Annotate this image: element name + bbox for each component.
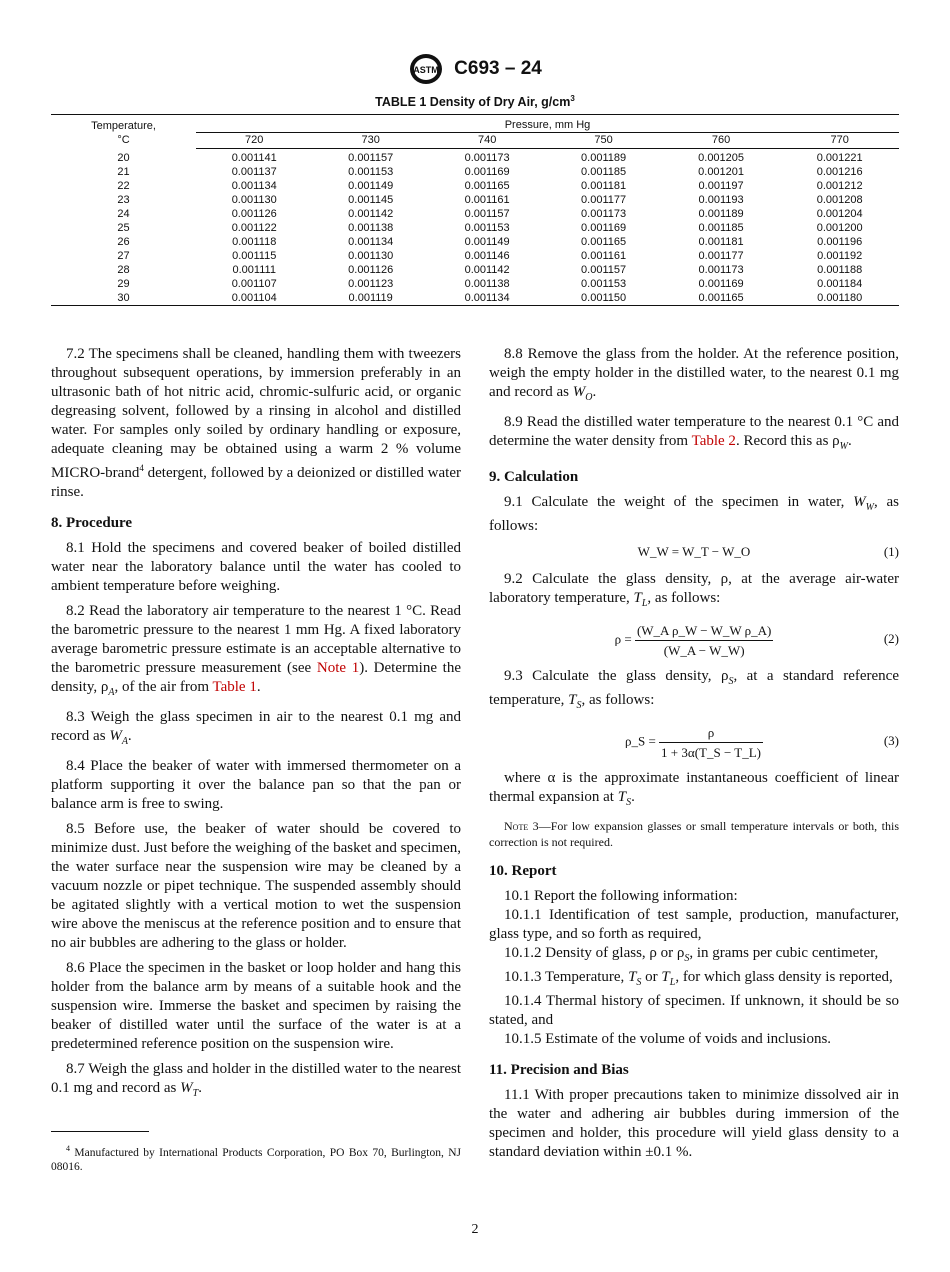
density-cell: 0.001118 [232,236,277,248]
temperature-cell: 27 [117,250,130,262]
footnote-rule [51,1131,149,1132]
density-cell: 0.001169 [581,222,627,234]
paragraph-8-1: 8.1 Hold the specimens and covered beaker of boiled distilled water near the laboratory balance until the water has cooled to ambient temperature before weighing. [51,540,461,594]
table-row [51,179,899,193]
density-table [51,114,899,306]
paragraph-10-1-4: 10.1.4 Thermal history of specimen. If unknown, it should be so stated, and [489,993,899,1028]
equation-3-lhs: ρ_S = [624,733,656,749]
paragraph-8-5: 8.5 Before use, the beaker of water should be covered to minimize dust. Just before the weighing of the basket and specimen, the water surface near the suspension wire may be cleaned by a vacuum nozzle or pipet technique. The suspended assembly should be agitated slightly with a vertical motion to wet the suspension wire above the meniscus at the reference position and to ensure that no air bubbles are adhering to the glass or holder. [51,821,461,951]
equation-2-denominator: (W_A − W_W) [663,643,745,658]
paragraph-8-3: 8.3 Weigh the glass specimen in air to the nearest 0.1 mg and record as $W_A$. [51,709,461,747]
density-cell: 0.001181 [581,180,627,192]
paragraph-where: where α is the approximate instantaneous coefficient of linear thermal expansion at $T_S$. [489,770,899,808]
footnote-4: $^4$ Manufactured by International Products Corporation, PO Box 70, Burlington, NJ 08016. [51,1144,461,1173]
density-cell: 0.001134 [231,180,277,192]
paragraph-10-1-5: 10.1.5 Estimate of the volume of voids and inclusions. [504,1031,832,1047]
table-row [51,249,899,263]
density-cell: 0.001123 [348,278,394,290]
temperature-cell: 20 [117,151,130,164]
density-cell: 0.001130 [348,250,394,262]
density-cell: 0.001165 [662,291,781,306]
paragraph-10-1-3: 10.1.3 Temperature, $T_S$ or $T_L$, for which glass density is reported, [504,969,893,988]
paragraph-9-3: 9.3 Calculate the glass density, $\rho_S$, at a standard reference temperature, $T_S$, as follows: [489,668,899,711]
density-cell: 0.001150 [545,291,661,306]
temperature-cell: 26 [117,236,130,248]
table-row [51,221,899,235]
temperature-cell: 28 [117,264,130,276]
astm-logo-text: ASTM [413,65,439,75]
pressure-column-760: 760 [662,133,781,149]
density-cell: 0.001188 [817,264,863,276]
density-cell: 0.001138 [464,278,510,290]
density-cell: 0.001212 [816,180,863,192]
density-cell: 0.001111 [232,264,276,276]
right-column [489,345,899,1168]
temperature-cell: 30 [51,291,196,306]
density-cell: 0.001130 [231,194,277,206]
note-1-link[interactable]: Note 1 [316,660,360,676]
paragraph-9-1: 9.1 Calculate the weight of the specimen in water, $W_W$, as follows: [489,494,899,534]
paragraph-8-7: 8.7 Weigh the glass and holder in the distilled water to the nearest 0.1 mg and record as $W_T$. [51,1061,461,1099]
table-row [51,149,899,166]
temperature-cell: 29 [117,278,130,290]
density-cell: 0.001192 [817,250,863,262]
density-cell: 0.001137 [231,166,277,178]
equation-2-lhs: ρ = [614,631,632,647]
paragraph-8-9: 8.9 Read the distilled water temperature to the nearest 0.1 °C and determine the water density from Table 2. Record this as $\rho_W$. [489,414,899,452]
density-cell: 0.001181 [698,236,744,248]
pressure-column-770: 770 [780,133,899,149]
equation-3-denominator: 1 + 3α(T_S − T_L) [661,745,761,760]
density-cell: 0.001146 [464,250,510,262]
density-cell: 0.001177 [698,250,744,262]
pressure-column-730: 730 [312,133,428,149]
density-cell: 0.001165 [581,236,627,248]
density-cell: 0.001122 [231,222,277,234]
temperature-cell: 24 [117,208,130,220]
equation-2-numerator: (W_A ρ_W − W_W ρ_A) [635,621,773,641]
equation-2 [489,619,899,661]
pressure-column-750: 750 [545,133,661,149]
density-cell: 0.001104 [196,291,312,306]
density-cell: 0.001169 [698,278,744,290]
density-cell: 0.001205 [698,152,745,164]
density-cell: 0.001173 [464,152,510,164]
density-cell: 0.001119 [312,291,428,306]
density-cell: 0.001138 [348,222,394,234]
table-title: TABLE 1 Density of Dry Air, $g/cm^3$ [375,94,575,110]
document-id: C693 – 24 [454,58,542,79]
equation-3-fraction [659,723,763,762]
table-row [51,277,899,291]
section-9-heading: 9. Calculation [489,469,579,485]
table-row [51,235,899,249]
density-cell: 0.001173 [581,208,627,220]
density-cell: 0.001126 [348,264,394,276]
paragraph-8-4: 8.4 Place the beaker of water with immersed thermometer on a platform supporting it over the balance pan so that the pan or balance arm is free to swing. [51,758,461,812]
density-cell: 0.001153 [581,278,627,290]
paragraph-9-2: 9.2 Calculate the glass density, ρ, at the average air-water laboratory temperature, $T_L$, as follows: [489,571,899,609]
density-cell: 0.001180 [780,291,899,306]
density-cell: 0.001189 [581,152,627,164]
equation-1 [489,542,899,564]
density-cell: 0.001165 [464,180,510,192]
section-8-heading: 8. Procedure [51,515,133,531]
equation-2-fraction [635,621,773,660]
table-1-link[interactable]: Table 1 [212,679,257,695]
equation-3-number: (3) [883,733,899,748]
density-cell: 0.001157 [464,208,510,220]
density-cell: 0.001208 [816,194,863,206]
temperature-cell: 22 [117,180,130,192]
equation-2-number: (2) [883,631,899,646]
density-cell: 0.001216 [816,166,863,178]
temperature-cell: 23 [117,194,130,206]
density-cell: 0.001196 [817,236,863,248]
paragraph-10-1: 10.1 Report the following information: [504,888,738,904]
density-cell: 0.001185 [698,222,744,234]
density-cell: 0.001201 [698,166,745,178]
density-cell: 0.001141 [231,152,277,164]
density-cell: 0.001193 [698,194,744,206]
equation-3 [489,721,899,763]
table-2-link[interactable]: Table 2 [691,433,736,449]
temperature-cell: 21 [117,166,130,178]
temperature-cell: 25 [117,222,130,234]
density-cell: 0.001149 [348,180,394,192]
note-3: Note 3—For low expansion glasses or small temperature intervals or both, this correction is not required. [489,819,899,849]
equation-3-numerator: ρ [659,723,763,743]
pressure-header: Pressure, mm Hg [196,115,899,133]
density-cell: 0.001134 [429,291,545,306]
density-cell: 0.001173 [698,264,744,276]
density-cell: 0.001221 [816,152,863,164]
section-10-heading: 10. Report [489,863,557,879]
paragraph-8-6: 8.6 Place the specimen in the basket or loop holder and hang this holder from the balance arm by means of a suitable hook and the suspension wire. Immerse the basket and specimen by raising the beaker of distilled water until the surface of the water is at a predetermined reference position on the suspension wire. [51,960,461,1052]
density-table-body [51,149,899,306]
table-row [51,263,899,277]
density-cell: 0.001169 [464,166,510,178]
paragraph-8-2: 8.2 Read the laboratory air temperature to the nearest 1 °C. Read the barometric pressure to the nearest 1 mm Hg. A fixed laboratory average barometric pressure estimate is an acceptable alternative to the barometric pressure measurement (see Note 1). Determine the density, $\rho_A$, of the air from Table 1. [51,603,461,698]
density-cell: 0.001145 [348,194,394,206]
density-cell: 0.001126 [231,208,277,220]
density-cell: 0.001134 [348,236,394,248]
density-cell: 0.001161 [464,194,510,206]
density-cell: 0.001200 [816,222,863,234]
density-cell: 0.001204 [816,208,863,220]
density-cell: 0.001157 [348,152,394,164]
table-row [51,207,899,221]
left-column [51,345,461,1109]
astm-logo-icon [408,52,444,86]
pressure-column-740: 740 [429,133,545,149]
table-row [51,165,899,179]
density-cell: 0.001177 [581,194,627,206]
density-cell: 0.001161 [581,250,627,262]
page-number: 2 [471,1222,479,1237]
density-cell: 0.001149 [464,236,510,248]
density-cell: 0.001142 [464,264,510,276]
density-cell: 0.001185 [581,166,627,178]
table-row [51,193,899,207]
density-cell: 0.001115 [232,250,277,262]
density-cell: 0.001184 [817,278,863,290]
paragraph-10-1-2: 10.1.2 Density of glass, ρ or $\rho_S$, in grams per cubic centimeter, [504,945,879,964]
density-cell: 0.001153 [348,166,394,178]
density-cell: 0.001142 [348,208,394,220]
page-header [0,52,950,86]
paragraph-8-8: 8.8 Remove the glass from the holder. At the reference position, weigh the empty holder in the distilled water, to the nearest 0.1 mg and record as $W_O$. [489,346,899,403]
table-row [51,291,899,306]
density-cell: 0.001107 [231,278,277,290]
equation-1-number: (1) [883,544,899,559]
section-11-heading: 11. Precision and Bias [489,1062,629,1078]
density-cell: 0.001189 [698,208,744,220]
density-cell: 0.001153 [464,222,510,234]
density-cell: 0.001197 [698,180,744,192]
density-cell: 0.001157 [581,264,627,276]
temperature-header: Temperature, °C [51,115,196,149]
pressure-column-720: 720 [196,133,312,149]
paragraph-7-2: 7.2 The specimens shall be cleaned, handling them with tweezers throughout subsequent operations, by immersion preferably in an ultrasonic bath of hot nitric acid, chromic-sulfuric acid, or organic degreasing solvent, followed by a rinsing in alcohol and distilled water. For samples only soiled by ordinary handling or exposure, adequate cleaning may be obtained using a warm 2 % volume MICRO-brand$^4$ detergent, followed by a deionized or distilled water rinse. [51,346,461,500]
equation-1-body: W_W = W_T − W_O [637,544,751,559]
paragraph-10-1-1: 10.1.1 Identification of test sample, production, manufacturer, glass type, and so forth as required, [489,907,899,942]
paragraph-11-1: 11.1 With proper precautions taken to minimize dissolved air in the water and adhering air bubbles during immersion of the specimen and holder, this procedure will yield glass density to a standard deviation within ±0.1 %. [489,1087,899,1160]
